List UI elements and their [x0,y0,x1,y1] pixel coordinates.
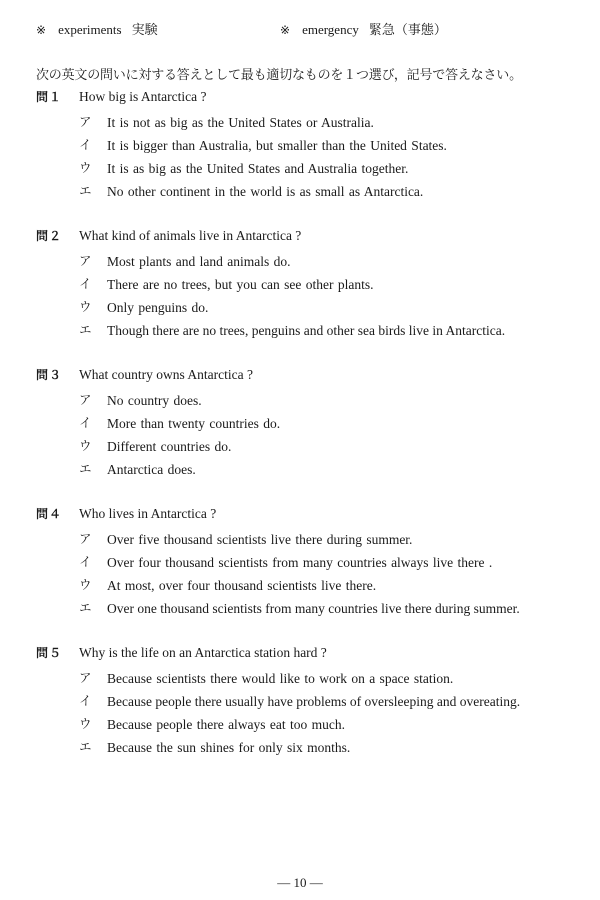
option-text: Over five thousand scientists live there during summer. [107,532,413,547]
option-text: Only penguins do. [107,300,209,315]
question-number: 問４ [36,507,63,521]
option-text: Because people there always eat too much. [107,717,346,732]
option-label: ウ [79,578,92,592]
option-label: エ [79,601,92,615]
question-number: 問３ [36,368,63,382]
answer-option[interactable] [36,389,574,412]
option-label: エ [79,740,92,754]
option-label: エ [79,323,92,337]
answer-option[interactable] [36,713,574,736]
option-label: イ [79,277,92,291]
option-text: Over one thousand scientists from many countries live there during summer. [107,601,520,616]
answer-option[interactable] [36,296,574,319]
instruction: 次の英文の問いに対する答えとして最も適切なものを１つ選び，記号で答えなさい。 [36,67,522,82]
page-number: ― 10 ― [277,875,323,890]
option-label: ア [79,671,92,685]
option-label: ウ [79,717,92,731]
option-label: ア [79,115,92,129]
answer-option[interactable] [36,134,574,157]
option-label: ウ [79,161,92,175]
question-1 [36,88,574,203]
option-text: Because the sun shines for only six months. [107,740,351,755]
option-text: More than twenty countries do. [107,416,281,431]
answer-option[interactable] [36,180,574,203]
glossary-translation: 実験 [131,22,158,37]
answer-option[interactable] [36,551,574,574]
option-label: イ [79,138,92,152]
answer-option[interactable] [36,597,574,620]
option-label: イ [79,555,92,569]
option-text: Though there are no trees, penguins and other sea birds live in Antarctica. [107,323,506,338]
option-text: It is not as big as the United States or Australia. [107,115,374,130]
option-label: ア [79,532,92,546]
question-text: Who lives in Antarctica ? [79,506,217,521]
option-text: No other continent in the world is as small as Antarctica. [107,184,424,199]
option-label: ウ [79,439,92,453]
glossary-item-emergency [280,19,447,38]
answer-option[interactable] [36,458,574,481]
question-5 [36,644,574,759]
glossary-term: emergency [302,22,359,37]
option-text: Antarctica does. [107,462,196,477]
question-number: 問１ [36,90,63,104]
option-text: Over four thousand scientists from many countries always live there . [107,555,493,570]
glossary-term: experiments [58,22,122,37]
answer-option[interactable] [36,157,574,180]
option-label: ウ [79,300,92,314]
question-text: What kind of animals live in Antarctica ? [79,228,302,243]
glossary [36,19,570,39]
question-number: 問２ [36,229,63,243]
question-text: What country owns Antarctica ? [79,367,253,382]
answer-option[interactable] [36,435,574,458]
option-label: ア [79,393,92,407]
option-text: Because scientists there would like to work on a space station. [107,671,454,686]
answer-option[interactable] [36,319,574,342]
question-4 [36,505,574,620]
option-text: Different countries do. [107,439,232,454]
glossary-translation: 緊急（事態） [368,22,447,37]
option-label: エ [79,462,92,476]
reference-mark: ※ [36,23,47,37]
spacer [36,620,574,644]
answer-option[interactable] [36,690,574,713]
spacer [36,342,574,366]
option-label: ア [79,254,92,268]
option-text: It is as big as the United States and Australia together. [107,161,409,176]
glossary-item-experiments [36,19,158,38]
option-text: Because people there usually have problems of oversleeping and overeating. [107,694,521,709]
option-text: At most, over four thousand scientists live there. [107,578,377,593]
answer-option[interactable] [36,667,574,690]
reference-mark: ※ [280,23,291,37]
answer-option[interactable] [36,528,574,551]
question-number: 問５ [36,646,63,660]
answer-option[interactable] [36,111,574,134]
option-text: It is bigger than Australia, but smaller than the United States. [107,138,447,153]
option-label: イ [79,694,92,708]
option-text: No country does. [107,393,202,408]
option-label: エ [79,184,92,198]
spacer [36,203,574,227]
question-list [36,88,574,759]
option-text: Most plants and land animals do. [107,254,291,269]
answer-option[interactable] [36,574,574,597]
question-text: How big is Antarctica ? [79,89,207,104]
question-2 [36,227,574,342]
question-3 [36,366,574,481]
answer-option[interactable] [36,412,574,435]
option-label: イ [79,416,92,430]
answer-option[interactable] [36,273,574,296]
spacer [36,481,574,505]
question-text: Why is the life on an Antarctica station hard ? [79,645,327,660]
answer-option[interactable] [36,736,574,759]
answer-option[interactable] [36,250,574,273]
option-text: There are no trees, but you can see other plants. [107,277,374,292]
